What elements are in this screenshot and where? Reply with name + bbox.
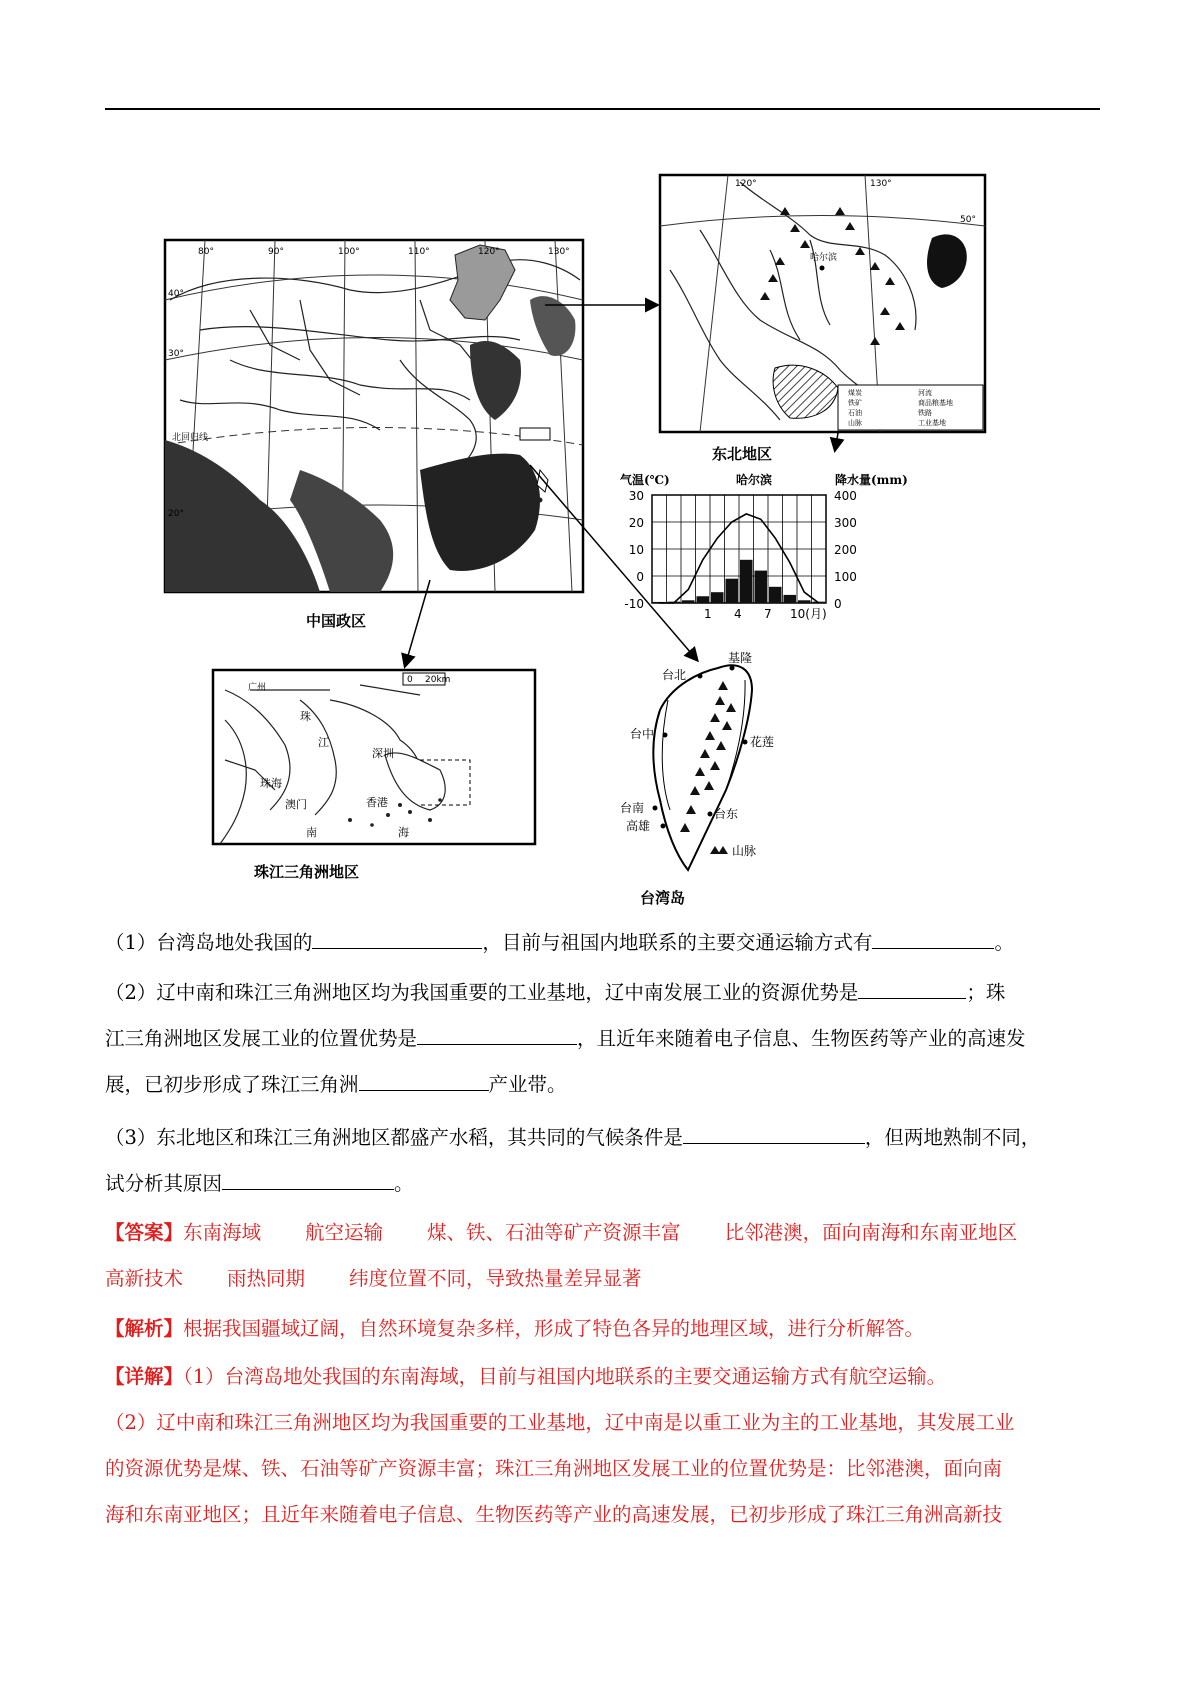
ne-legend-item: 商品粮基地 bbox=[918, 399, 953, 407]
precipitation-bar bbox=[711, 592, 724, 603]
prd-place: 海 bbox=[398, 826, 409, 839]
china-lon-label: 80° bbox=[198, 247, 214, 257]
q2-text: ；珠 bbox=[966, 981, 1006, 1004]
ne-legend-item: 铁路 bbox=[918, 409, 932, 417]
ne-legend-item: 河流 bbox=[918, 389, 932, 397]
question-1 bbox=[105, 920, 1100, 966]
chart-right-tick: 300 bbox=[834, 516, 857, 530]
taiwan-city: 花莲 bbox=[750, 735, 775, 749]
tropic-label: 北回归线 bbox=[172, 433, 209, 443]
question-3 bbox=[105, 1115, 1100, 1207]
analysis-block bbox=[105, 1306, 1100, 1352]
q1-blank-2[interactable] bbox=[872, 926, 994, 949]
china-lat-label: 30° bbox=[168, 349, 184, 359]
climate-chart bbox=[620, 472, 908, 621]
answer-item: 雨热同期 bbox=[227, 1267, 306, 1290]
detail-text: （1）台湾岛地处我国的东南海域，目前与祖国内地联系的主要交通运输方式有航空运输。 bbox=[183, 1365, 947, 1388]
precipitation-bar bbox=[682, 600, 695, 603]
detail-text: （2）辽中南和珠江三角洲地区均为我国重要的工业基地，辽中南是以重工业为主的工业基地，其发展工业 bbox=[105, 1411, 1015, 1434]
china-map bbox=[165, 240, 583, 630]
chart-right-tick: 0 bbox=[834, 597, 842, 611]
q1-text: ，目前与祖国内地联系的主要交通运输方式有 bbox=[482, 931, 873, 954]
northeast-map bbox=[660, 175, 985, 463]
prd-place: 珠海 bbox=[260, 777, 282, 790]
china-lat-label: 20° bbox=[168, 509, 184, 519]
precipitation-bar bbox=[697, 596, 710, 603]
answer-item: 煤、铁、石油等矿产资源丰富 bbox=[427, 1221, 681, 1244]
answer-item: 航空运输 bbox=[305, 1221, 384, 1244]
prd-place: 广州 bbox=[248, 683, 267, 693]
q2-text: 江三角洲地区发展工业的位置优势是 bbox=[105, 1027, 418, 1050]
prd-place: 江 bbox=[318, 736, 329, 749]
q3-blank-2[interactable] bbox=[222, 1167, 394, 1190]
chart-left-tick: 10 bbox=[628, 543, 644, 557]
taiwan-map-caption: 台湾岛 bbox=[640, 889, 686, 907]
chart-left-axis-title: 气温(℃) bbox=[620, 473, 670, 487]
ne-lon-label: 130° bbox=[870, 179, 892, 189]
answer-block bbox=[105, 1210, 1100, 1302]
chart-right-tick: 100 bbox=[834, 570, 857, 584]
taiwan-city: 高雄 bbox=[626, 819, 651, 833]
detail-block bbox=[105, 1354, 1100, 1538]
prd-map-caption: 珠江三角洲地区 bbox=[254, 863, 360, 881]
question-2 bbox=[105, 970, 1100, 1108]
prd-place: 香港 bbox=[366, 796, 388, 809]
china-lon-label: 100° bbox=[338, 247, 360, 257]
china-lon-label: 120° bbox=[478, 247, 500, 257]
taiwan-city: 台中 bbox=[630, 727, 655, 741]
q2-blank-1[interactable] bbox=[858, 976, 966, 999]
q2-text: ，且近年来随着电子信息、生物医药等产业的高速发 bbox=[577, 1027, 1026, 1050]
q3-text: 试分析其原因 bbox=[105, 1172, 223, 1195]
prd-place: 澳门 bbox=[285, 798, 307, 811]
analysis-label: 【解析】 bbox=[105, 1317, 184, 1340]
chart-left-tick: 30 bbox=[628, 489, 644, 503]
china-map-caption: 中国政区 bbox=[306, 612, 367, 630]
q1-text: （1）台湾岛地处我国的 bbox=[105, 931, 313, 954]
q3-text: ，但两地熟制不同， bbox=[864, 1126, 1041, 1149]
answer-item: 纬度位置不同，导致热量差异显著 bbox=[349, 1267, 642, 1290]
ne-legend-item: 石油 bbox=[848, 409, 862, 417]
answer-item: 东南海域 bbox=[183, 1221, 262, 1244]
q2-blank-2[interactable] bbox=[417, 1022, 577, 1045]
chart-right-tick: 400 bbox=[834, 489, 857, 503]
q1-text: 。 bbox=[994, 931, 1014, 954]
taiwan-city: 基隆 bbox=[728, 651, 753, 665]
chart-left-tick: -10 bbox=[624, 597, 644, 611]
q2-text: 产业带。 bbox=[488, 1073, 567, 1096]
chart-x-tick: 4 bbox=[734, 607, 742, 621]
q3-text: 。 bbox=[394, 1172, 414, 1195]
analysis-text: 根据我国疆域辽阔，自然环境复杂多样，形成了特色各异的地理区域，进行分析解答。 bbox=[183, 1317, 925, 1340]
china-lon-label: 90° bbox=[268, 247, 284, 257]
precipitation-bar bbox=[740, 560, 753, 603]
precipitation-bar bbox=[798, 600, 811, 603]
ne-lat-label: 50° bbox=[960, 215, 976, 225]
ne-legend-item: 煤炭 bbox=[848, 389, 862, 397]
answer-label: 【答案】 bbox=[105, 1221, 184, 1244]
prd-place: 深圳 bbox=[372, 747, 394, 760]
northeast-map-caption: 东北地区 bbox=[712, 445, 773, 463]
china-lon-label: 110° bbox=[408, 247, 430, 257]
q2-text: 展，已初步形成了珠江三角洲 bbox=[105, 1073, 359, 1096]
taiwan-legend: 山脉 bbox=[732, 844, 757, 858]
chart-right-axis-title: 降水量(mm) bbox=[835, 473, 908, 487]
detail-text: 的资源优势是煤、铁、石油等矿产资源丰富；珠江三角洲地区发展工业的位置优势是：比邻港澳，面向南 bbox=[105, 1457, 1003, 1480]
precipitation-bar bbox=[726, 579, 739, 603]
prd-map bbox=[213, 670, 535, 881]
taiwan-city: 台东 bbox=[714, 807, 739, 821]
chart-x-tick: 1 bbox=[704, 607, 712, 621]
precipitation-bar bbox=[784, 595, 797, 603]
taiwan-city: 台南 bbox=[620, 801, 645, 815]
detail-text: 海和东南亚地区；且近年来随着电子信息、生物医药等产业的高速发展，已初步形成了珠江三角洲高新技 bbox=[105, 1503, 1003, 1526]
harbin-label: 哈尔滨 bbox=[810, 253, 838, 263]
china-lon-label: 130° bbox=[548, 247, 570, 257]
q3-text: （3）东北地区和珠江三角洲地区都盛产水稻，其共同的气候条件是 bbox=[105, 1126, 683, 1149]
precipitation-bar bbox=[755, 571, 768, 603]
q2-blank-3[interactable] bbox=[359, 1068, 489, 1091]
taiwan-map bbox=[620, 651, 774, 907]
chart-x-tick: 10(月) bbox=[790, 607, 827, 621]
chart-left-tick: 20 bbox=[628, 516, 644, 530]
chart-x-tick: 7 bbox=[764, 607, 772, 621]
taiwan-city: 台北 bbox=[662, 668, 687, 682]
ne-legend-item: 铁矿 bbox=[848, 399, 862, 407]
prd-scale-label: 0 bbox=[407, 675, 413, 685]
ne-legend-item: 山脉 bbox=[848, 419, 862, 427]
prd-scale-label: 20km bbox=[425, 675, 451, 685]
answer-item: 比邻港澳，面向南海和东南亚地区 bbox=[724, 1221, 1018, 1244]
china-lat-label: 40° bbox=[168, 289, 184, 299]
prd-place: 珠 bbox=[300, 710, 311, 723]
chart-left-tick: 0 bbox=[636, 570, 644, 584]
q2-text: （2）辽中南和珠江三角洲地区均为我国重要的工业基地，辽中南发展工业的资源优势是 bbox=[105, 981, 859, 1004]
answer-item: 高新技术 bbox=[105, 1267, 184, 1290]
q1-blank-1[interactable] bbox=[312, 926, 482, 949]
ne-lon-label: 120° bbox=[735, 179, 757, 189]
ne-legend-item: 工业基地 bbox=[918, 419, 946, 427]
detail-label: 【详解】 bbox=[105, 1365, 184, 1388]
q3-blank-1[interactable] bbox=[683, 1121, 865, 1144]
chart-right-tick: 200 bbox=[834, 543, 857, 557]
prd-place: 南 bbox=[306, 826, 317, 839]
chart-title: 哈尔滨 bbox=[736, 473, 773, 487]
precipitation-bar bbox=[769, 587, 782, 603]
